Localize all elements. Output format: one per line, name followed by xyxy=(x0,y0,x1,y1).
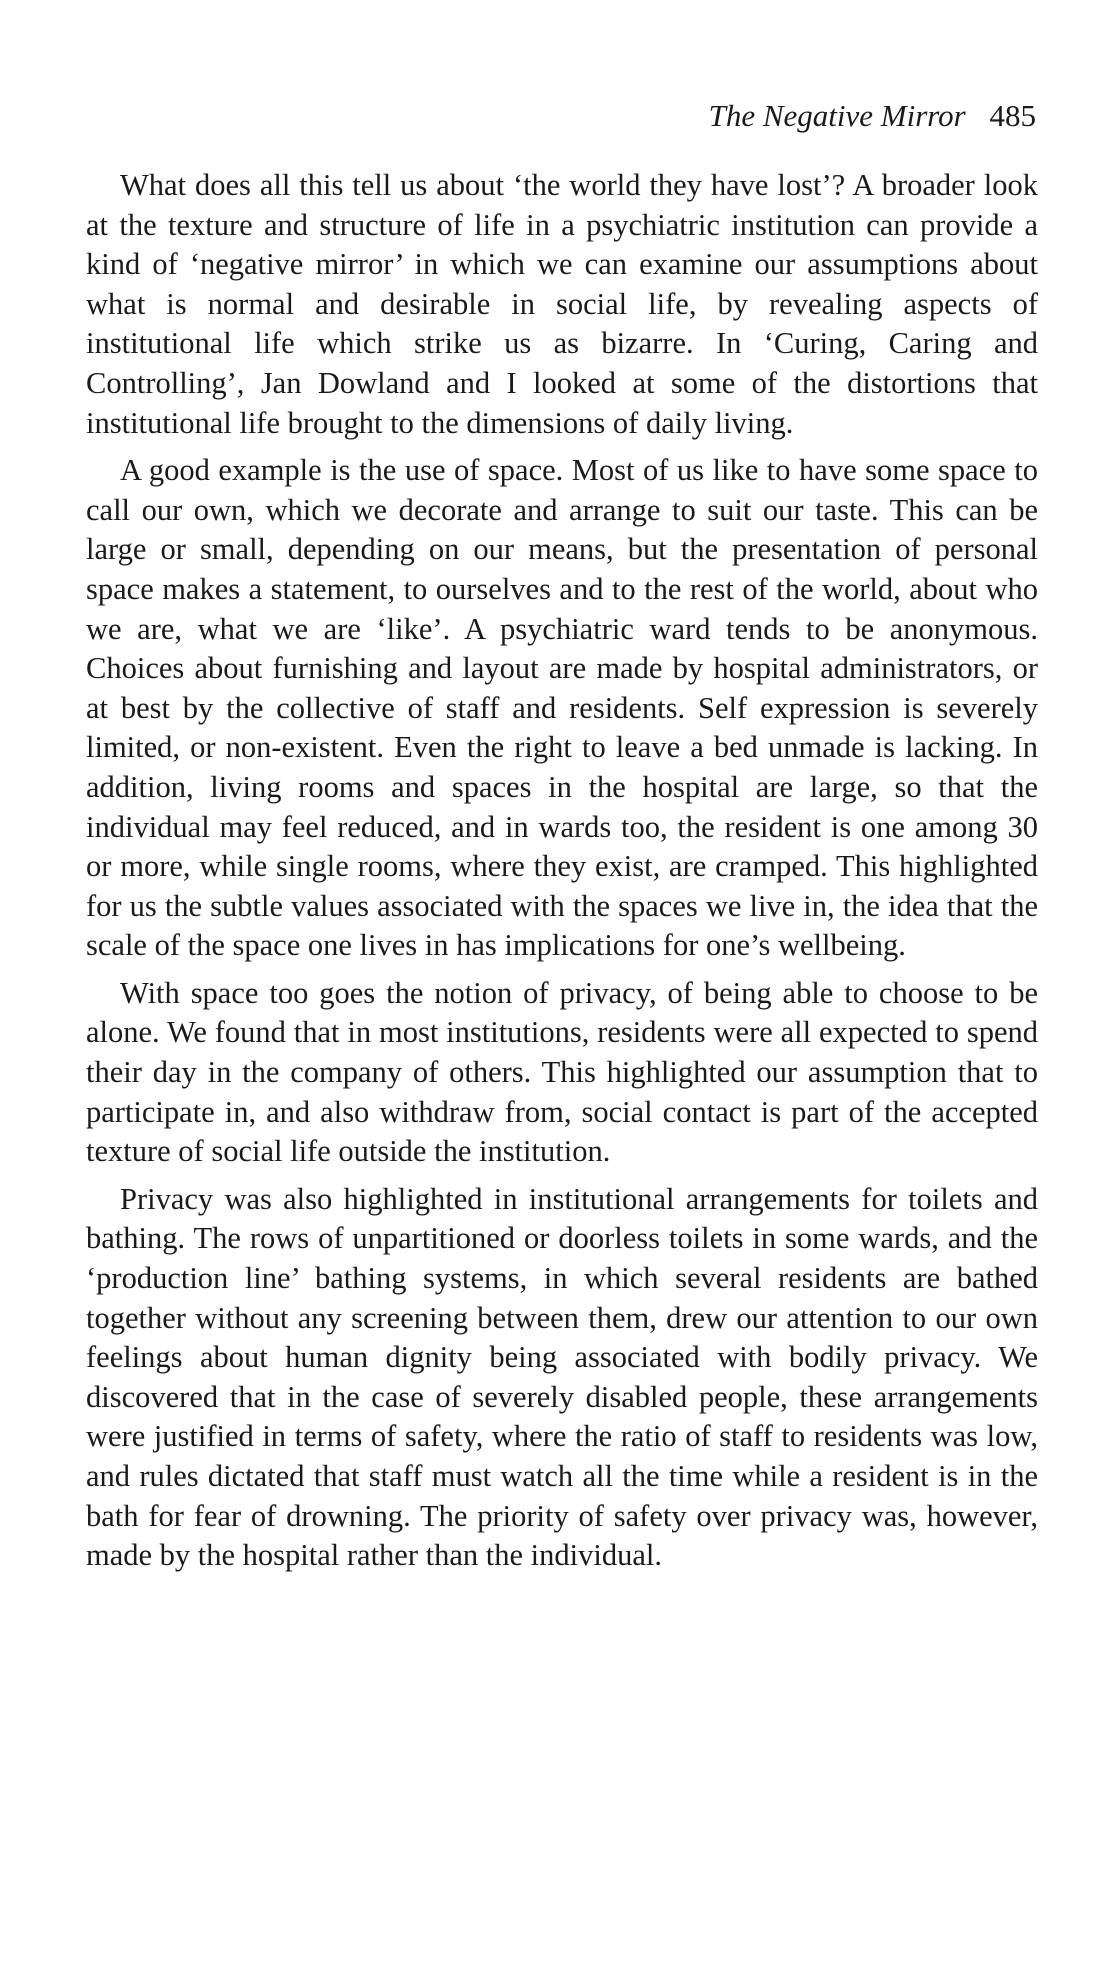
running-head-title: The Negative Mirror xyxy=(708,98,966,133)
paragraph-toilets-and-bathing: Privacy was also highlighted in institutional arrangements for toilets and bathing. The rows of unpartitioned or doorless toilets in some wards, and the ‘production line’ bathing systems, in which several residents are bathed together without any screening between them, drew our attention to our own feelings about human dignity being associated with bodily privacy. We discovered that in the case of severely disabled people, these arrangements were justified in terms of safety, where the ratio of staff to residents was low, and rules dictated that staff must watch all the time while a resident is in the bath for fear of drowning. The priority of safety over privacy was, however, made by the hospital rather than the individual. xyxy=(86,1181,1038,1573)
body-text xyxy=(86,166,1038,1584)
paragraph-use-of-space: A good example is the use of space. Most of us like to have some space to call our own, which we decorate and arrange to suit our taste. This can be large or small, depending on our means, but the presentation of personal space makes a statement, to ourselves and to the rest of the world, about who we are, what we are ‘like’. A psychiatric ward tends to be anonymous. Choices about furnishing and layout are made by hospital administrators, or at best by the collective of staff and residents. Self expression is severely limited, or non-existent. Even the right to leave a bed unmade is lacking. In addition, living rooms and spaces in the hospital are large, so that the individual may feel reduced, and in wards too, the resident is one among 30 or more, while single rooms, where they exist, are cramped. This highlighted for us the subtle values associated with the spaces we live in, the idea that the scale of the space one lives in has implications for one’s wellbeing. xyxy=(86,453,1038,963)
paragraph-negative-mirror: What does all this tell us about ‘the world they have lost’? A broader look at the texture and structure of life in a psychiatric institution can provide a kind of ‘negative mirror’ in which we can examine our assumptions about what is normal and desirable in social life, by revealing aspects of institutional life which strike us as bizarre. In ‘Curing, Caring and Controlling’, Jan Dowland and I looked at some of the distortions that institutional life brought to the dimensions of daily living. xyxy=(86,168,1038,440)
page-number: 485 xyxy=(989,98,1036,133)
paragraph-privacy: With space too goes the notion of privacy, of being able to choose to be alone. We found that in most institutions, residents were all expected to spend their day in the company of others. This highlighted our assumption that to participate in, and also withdraw from, social contact is part of the accepted texture of social life outside the institution. xyxy=(86,975,1038,1169)
running-head xyxy=(709,100,1036,131)
